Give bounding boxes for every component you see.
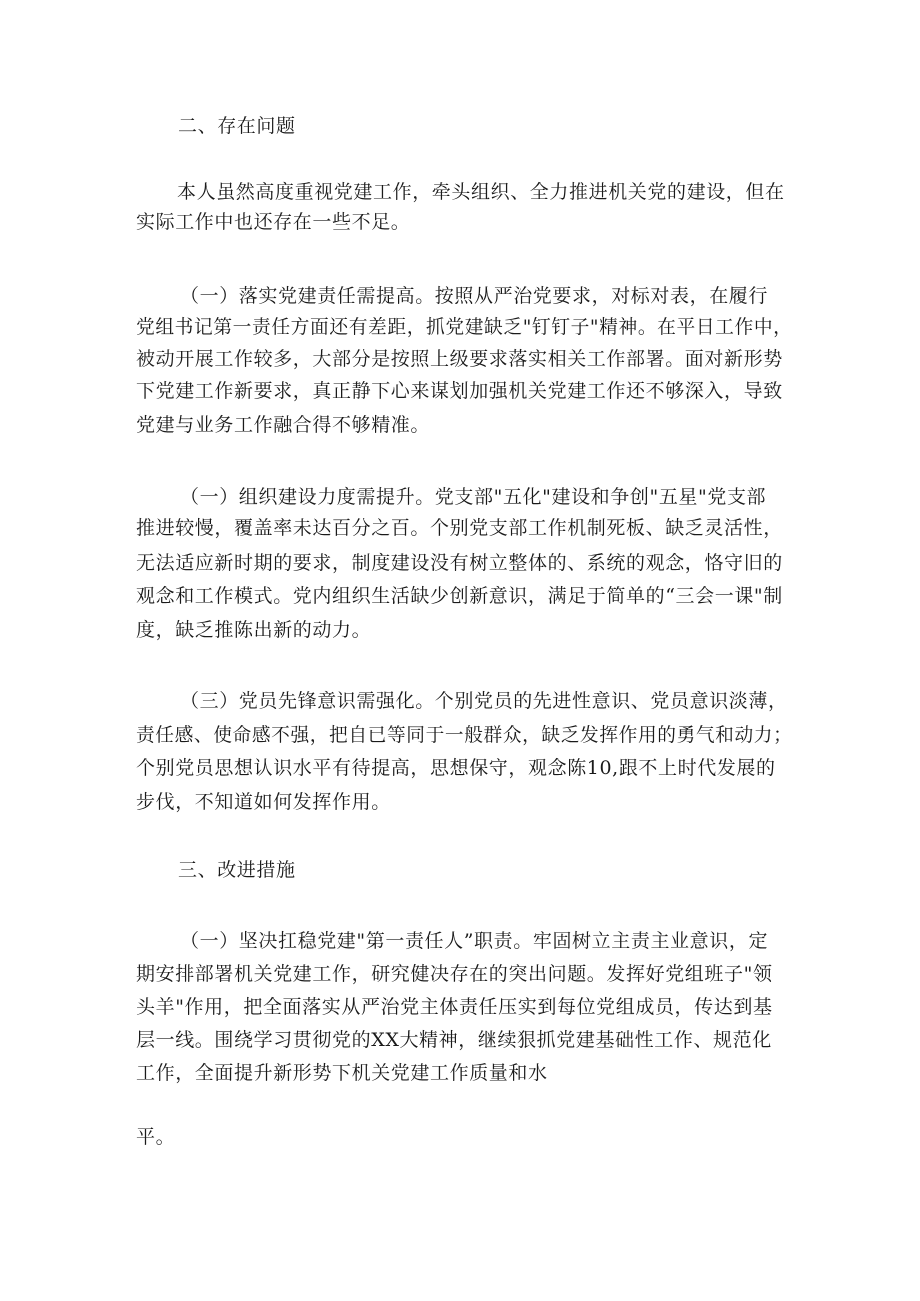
paragraph-line: 度，缺乏推陈出新的动力。 <box>136 619 372 641</box>
paragraph-line: 观念和工作模式。党内组织生活缺少创新意识，满足于简单的“三会一课"制 <box>136 585 783 607</box>
paragraph-line: 个别党员思想认识水平有待提高，思想保守，观念陈10,跟不上时代发展的 <box>136 757 776 779</box>
section-heading-measures: 三、改进措施 <box>178 859 296 881</box>
paragraph-line: 实际工作中也还存在一些不足。 <box>136 211 411 233</box>
paragraph-line: 期安排部署机关党建工作，研究健决存在的突出问题。发挥好党组班子"领 <box>136 963 773 985</box>
paragraph-line: （三）党员先锋意识需强化。个别党员的先进性意识、党员意识淡薄， <box>180 690 788 712</box>
paragraph-line: （一）坚决扛稳党建"第一责任人”职责。牢固树立主责主业意识，定 <box>180 930 769 952</box>
paragraph-line: 被动开展工作较多，大部分是按照上级要求落实相关工作部署。面对新形势 <box>136 348 783 370</box>
paragraph-line: 步伐，不知道如何发挥作用。 <box>136 791 391 813</box>
paragraph-line: （一）落实党建责任需提高。按照从严治党要求，对标对表，在履行 <box>180 285 769 307</box>
paragraph-line: 工作，全面提升新形势下机关党建工作质量和水 <box>136 1062 548 1084</box>
paragraph-line: 责任感、使命感不强，把自已等同于一般群众，缺乏发挥作用的勇气和动力； <box>136 724 793 746</box>
paragraph-line: 党组书记第一责任方面还有差距，抓党建缺乏"钉钉子"精神。在平日工作中， <box>136 316 793 338</box>
paragraph-line: 下党建工作新要求，真正静下心来谋划加强机关党建工作还不够深入，导致 <box>136 380 783 402</box>
section-heading-problems: 二、存在问题 <box>178 115 296 137</box>
paragraph-line: 党建与业务工作融合得不够精准。 <box>136 414 431 436</box>
paragraph-line: 本人虽然高度重视党建工作，牵头组织、全力推进机关党的建设，但在 <box>177 181 785 203</box>
paragraph-line: 无法适应新时期的要求，制度建设没有树立整体的、系统的观念，恪守旧的 <box>136 552 783 574</box>
paragraph-line: 头羊"作用，把全面落实从严治党主体责任压实到每位党组成员，传达到基 <box>136 996 773 1018</box>
paragraph-line: 推进较慢，覆盖率未达百分之百。个别党支部工作机制死板、缺乏灵活性， <box>136 517 783 539</box>
paragraph-line: （一）组织建设力度需提升。党支部"五化"建设和争创"五星"党支部 <box>180 486 767 508</box>
paragraph-tail: 平。 <box>136 1126 176 1148</box>
paragraph-line: 层一线。围绕学习贯彻党的XX大精神，继续狠抓党建基础性工作、规范化 <box>136 1029 772 1051</box>
